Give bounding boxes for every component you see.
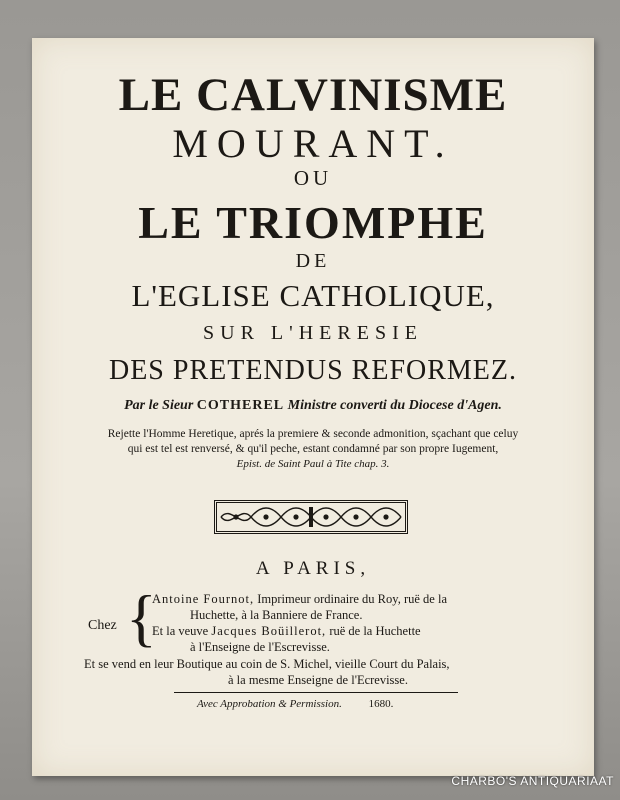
title-line-ou: OU [293,166,333,190]
printer-2-name: Jacques Boüillerot, [211,624,327,638]
printer-1-line-1 [152,592,447,607]
author-name: COTHEREL [196,398,285,413]
title-line-heresie: SUR L'HERESIE [203,322,423,344]
title-line-mourant: MOURANT. [172,121,454,166]
author-prefix: Par le Sieur [124,398,194,413]
imprint-city: A PARIS, [255,558,371,579]
title-line-reformez: DES PRETENDUS REFORMEZ. [108,355,518,386]
title-page [32,38,594,776]
author-line [32,398,594,414]
title-line-calvinisme: LE CALVINISME [118,69,508,121]
ornament-band [214,500,408,534]
printer-2-address-2: à l'Enseigne de l'Escrevisse. [190,640,330,654]
printer-2-address-1: ruë de la Huchette [329,624,421,638]
author-suffix: Ministre converti du Diocese d'Agen. [287,398,502,413]
title-line-triomphe: LE TRIOMPHE [138,197,488,248]
sale-line-2: à la mesme Enseigne de l'Ecrevisse. [228,673,408,687]
floral-ornament-icon [217,503,405,531]
imprint-chez: Chez [88,618,117,633]
printer-1-name: Antoine Fournot, [152,592,255,606]
printer-1-address-1: Imprimeur ordinaire du Roy, ruë de la [257,592,447,606]
title-line-de: DE [295,250,331,272]
approbation-text: Avec Approbation & Permission. [197,698,342,710]
brace-icon: { [126,582,157,653]
printer-1-address-2: Huchette, à la Banniere de France. [190,608,363,622]
quote-line-2: qui est tel est renversé, & qu'il peche, estant condamné par son propre Iugement, [127,443,499,455]
approbation-line [197,698,393,710]
printer-2-prefix: Et la veuve [152,624,209,638]
rule-divider [174,692,458,693]
quote-line-1: Rejette l'Homme Heretique, aprés la premiere & seconde admonition, sçachant que celuy [107,428,519,440]
publication-year: 1680. [368,698,394,710]
printer-2-line-1 [152,624,421,639]
quote-citation: Epist. de Saint Paul à Tite chap. 3. [236,458,390,470]
seller-watermark: CHARBO'S ANTIQUARIAAT [451,774,614,788]
title-line-eglise: L'EGLISE CATHOLIQUE, [131,278,495,313]
sale-line-1: Et se vend en leur Boutique au coin de S. Michel, vieille Court du Palais, [84,657,450,671]
